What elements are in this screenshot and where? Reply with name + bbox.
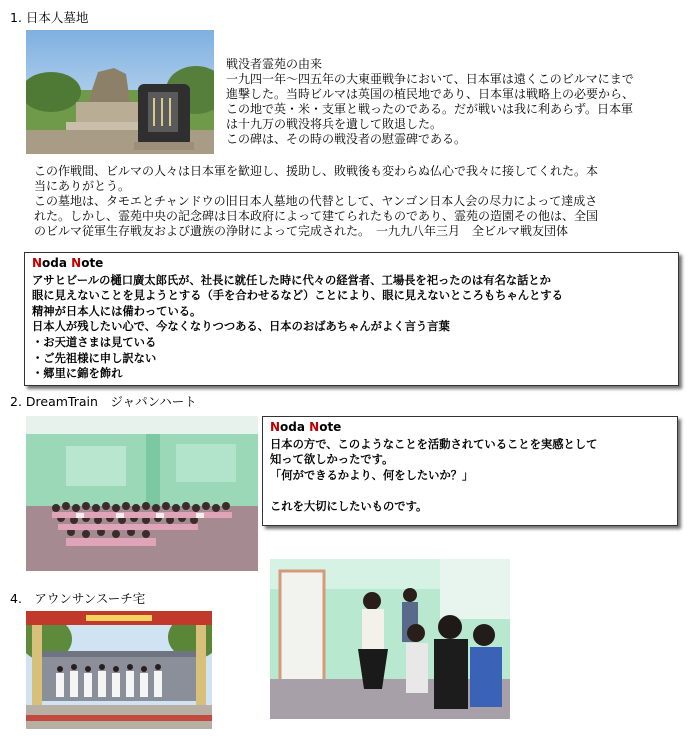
- memorial-body-text: [34, 164, 694, 239]
- note-line: 日本人が残したい心で、今なくなりつつある、日本のおばあちゃんがよく言う言葉: [32, 320, 450, 334]
- section-heading-1: 1. 日本人墓地: [10, 10, 89, 25]
- children-greeting-photo: [270, 559, 510, 719]
- memorial-origin-text: [226, 57, 696, 147]
- memorial-line: は十九万の戦没将兵を遺して敗退した。: [226, 117, 443, 131]
- note-line: 眼に見えないことを見ようとする（手を合わせるなど）ことにより、眼に見えないところもちゃんとする: [32, 289, 563, 303]
- note-title: Noda Note: [270, 420, 342, 434]
- note-line: アサヒビールの樋口廣太郎氏が、社長に就任した時に代々の経営者、工場長を祀ったのは有名な話とか: [32, 273, 551, 287]
- note-line: [270, 483, 671, 499]
- body-line: この墓地は、タモエとチャンドウの旧日本人墓地の代替として、ヤンゴン日本人会の尽力によって達成さ: [34, 194, 598, 208]
- note-line: ・ご先祖様に申し訳ない: [32, 351, 157, 365]
- memorial-line: 一九四一年～四五年の大東亜戦争において、日本軍は遠くこのビルマにまで: [226, 72, 634, 86]
- memorial-line: この碑は、その時の戦没者の慰霊碑である。: [226, 132, 467, 146]
- memorial-photo: [26, 30, 214, 154]
- note-title: Noda Note: [32, 256, 104, 270]
- note-line: ・郷里に錦を飾れ: [32, 367, 123, 381]
- aung-san-suu-kyi-house-photo: [26, 611, 212, 729]
- note-line: 日本の方で、このようなことを活動されていることを実感として: [270, 437, 598, 451]
- memorial-line: この地で英・米・支軍と戦ったのである。だが戦いは我に利あらず。日本軍: [226, 102, 634, 116]
- note-line: ・お天道さまは見ている: [32, 335, 157, 349]
- memorial-title: 戦没者霊苑の由来: [226, 57, 323, 71]
- noda-note-1: [24, 252, 679, 386]
- body-line: この作戦間、ビルマの人々は日本軍を歓迎し、援助し、敗戦後も変わらぬ仏心で我々に接してくれた。本: [34, 164, 599, 178]
- note-line: 精神が日本人には備わっている。: [32, 304, 202, 318]
- section-heading-2: 2. DreamTrain ジャパンハート: [10, 394, 197, 409]
- note-line: 「何ができるかより、何をしたいか？」: [270, 468, 474, 482]
- noda-note-2: [262, 416, 678, 526]
- note-line: 知って欲しかったです。: [270, 453, 394, 467]
- memorial-line: 進撃した。当時ビルマは英国の植民地であり、日本軍は戦略上の必要から、: [226, 87, 635, 101]
- section-heading-4: 4. アウンサンスーチ宅: [10, 591, 146, 606]
- body-line: のビルマ従軍生存戦友および遺族の浄財によって完成された。 一九九八年三月 全ビルマ戦友団体: [34, 224, 569, 238]
- dreamtrain-group-photo: [26, 416, 258, 571]
- note-line: これを大切にしたいものです。: [270, 499, 428, 513]
- body-line: れた。しかし、霊苑中央の記念碑は日本政府によって建てられたものであり、霊苑の造園その他は、全国: [34, 209, 599, 223]
- body-line: 当にありがとう。: [34, 179, 131, 193]
